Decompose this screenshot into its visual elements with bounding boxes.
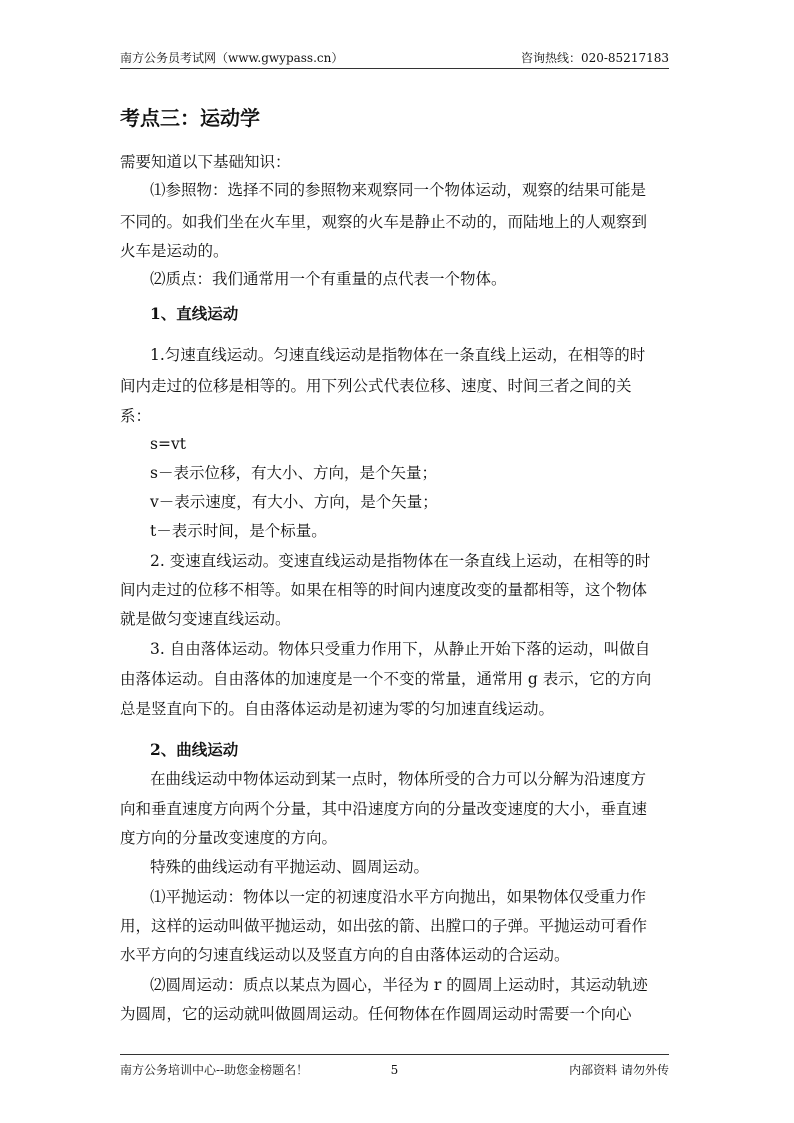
page-header <box>120 48 669 69</box>
section-heading-linear: 1、直线运动 <box>150 304 239 323</box>
basics-line: 火车是运动的。 <box>120 242 229 260</box>
section1-line: 3. 自由落体运动。物体只受重力作用下，从静止开始下落的运动，叫做自 <box>150 640 651 658</box>
section1-line: v－表示速度，有大小、方向，是个矢量； <box>150 493 438 511</box>
section2-line: 水平方向的匀速直线运动以及竖直方向的自由落体运动的合运动。 <box>120 946 570 964</box>
basics-line: ⑵质点：我们通常用一个有重量的点代表一个物体。 <box>150 270 507 288</box>
section1-line: 就是做匀变速直线运动。 <box>120 610 291 628</box>
section1-line: 间内走过的位移是相等的。用下列公式代表位移、速度、时间三者之间的关 <box>120 377 632 395</box>
section2-line: 特殊的曲线运动有平抛运动、圆周运动。 <box>150 858 430 876</box>
intro-text: 需要知道以下基础知识： <box>120 153 291 171</box>
formula: s=vt <box>150 435 186 453</box>
section2-line: ⑴平抛运动：物体以一定的初速度沿水平方向抛出，如果物体仅受重力作 <box>150 888 647 906</box>
section2-line: ⑵圆周运动：质点以某点为圆心，半径为 r 的圆周上运动时，其运动轨迹 <box>150 976 648 994</box>
section1-line: 总是竖直向下的。自由落体运动是初速为零的匀加速直线运动。 <box>120 700 555 718</box>
footer-notice: 内部资料 请勿外传 <box>569 1063 669 1077</box>
basics-line: ⑴参照物：选择不同的参照物来观察同一个物体运动，观察的结果可能是 <box>150 181 647 199</box>
section1-line: 2. 变速直线运动。变速直线运动是指物体在一条直线上运动，在相等的时 <box>150 552 651 570</box>
section2-line: 向和垂直速度方向两个分量，其中沿速度方向的分量改变速度的大小，垂直速 <box>120 800 648 818</box>
page-footer <box>120 1054 669 1077</box>
header-site: 南方公务员考试网（www.gwypass.cn） <box>120 51 344 65</box>
section2-line: 度方向的分量改变速度的方向。 <box>120 829 338 847</box>
section1-line: 1.匀速直线运动。匀速直线运动是指物体在一条直线上运动，在相等的时 <box>150 346 646 364</box>
page-title: 考点三：运动学 <box>120 106 260 130</box>
section1-line: 间内走过的位移不相等。如果在相等的时间内速度改变的量都相等，这个物体 <box>120 581 648 599</box>
footer-slogan: 南方公务培训中心--助您金榜题名！ <box>120 1063 309 1077</box>
section2-line: 用，这样的运动叫做平抛运动，如出弦的箭、出膛口的子弹。平抛运动可看作 <box>120 917 648 935</box>
basics-line: 不同的。如我们坐在火车里，观察的火车是静止不动的，而陆地上的人观察到 <box>120 213 648 231</box>
section1-line: s－表示位移，有大小、方向，是个矢量； <box>150 464 437 482</box>
section1-line: t－表示时间，是个标量。 <box>150 522 327 540</box>
page-number: 5 <box>390 1063 399 1077</box>
section1-line: 由落体运动。自由落体的加速度是一个不变的常量，通常用 g 表示，它的方向 <box>120 670 652 688</box>
section2-line: 在曲线运动中物体运动到某一点时，物体所受的合力可以分解为沿速度方 <box>150 770 647 788</box>
section-heading-curve: 2、曲线运动 <box>150 740 239 759</box>
header-hotline: 咨询热线：020-85217183 <box>520 51 669 65</box>
section2-line: 为圆周，它的运动就叫做圆周运动。任何物体在作圆周运动时需要一个向心 <box>120 1005 632 1023</box>
section1-line: 系： <box>120 407 152 425</box>
